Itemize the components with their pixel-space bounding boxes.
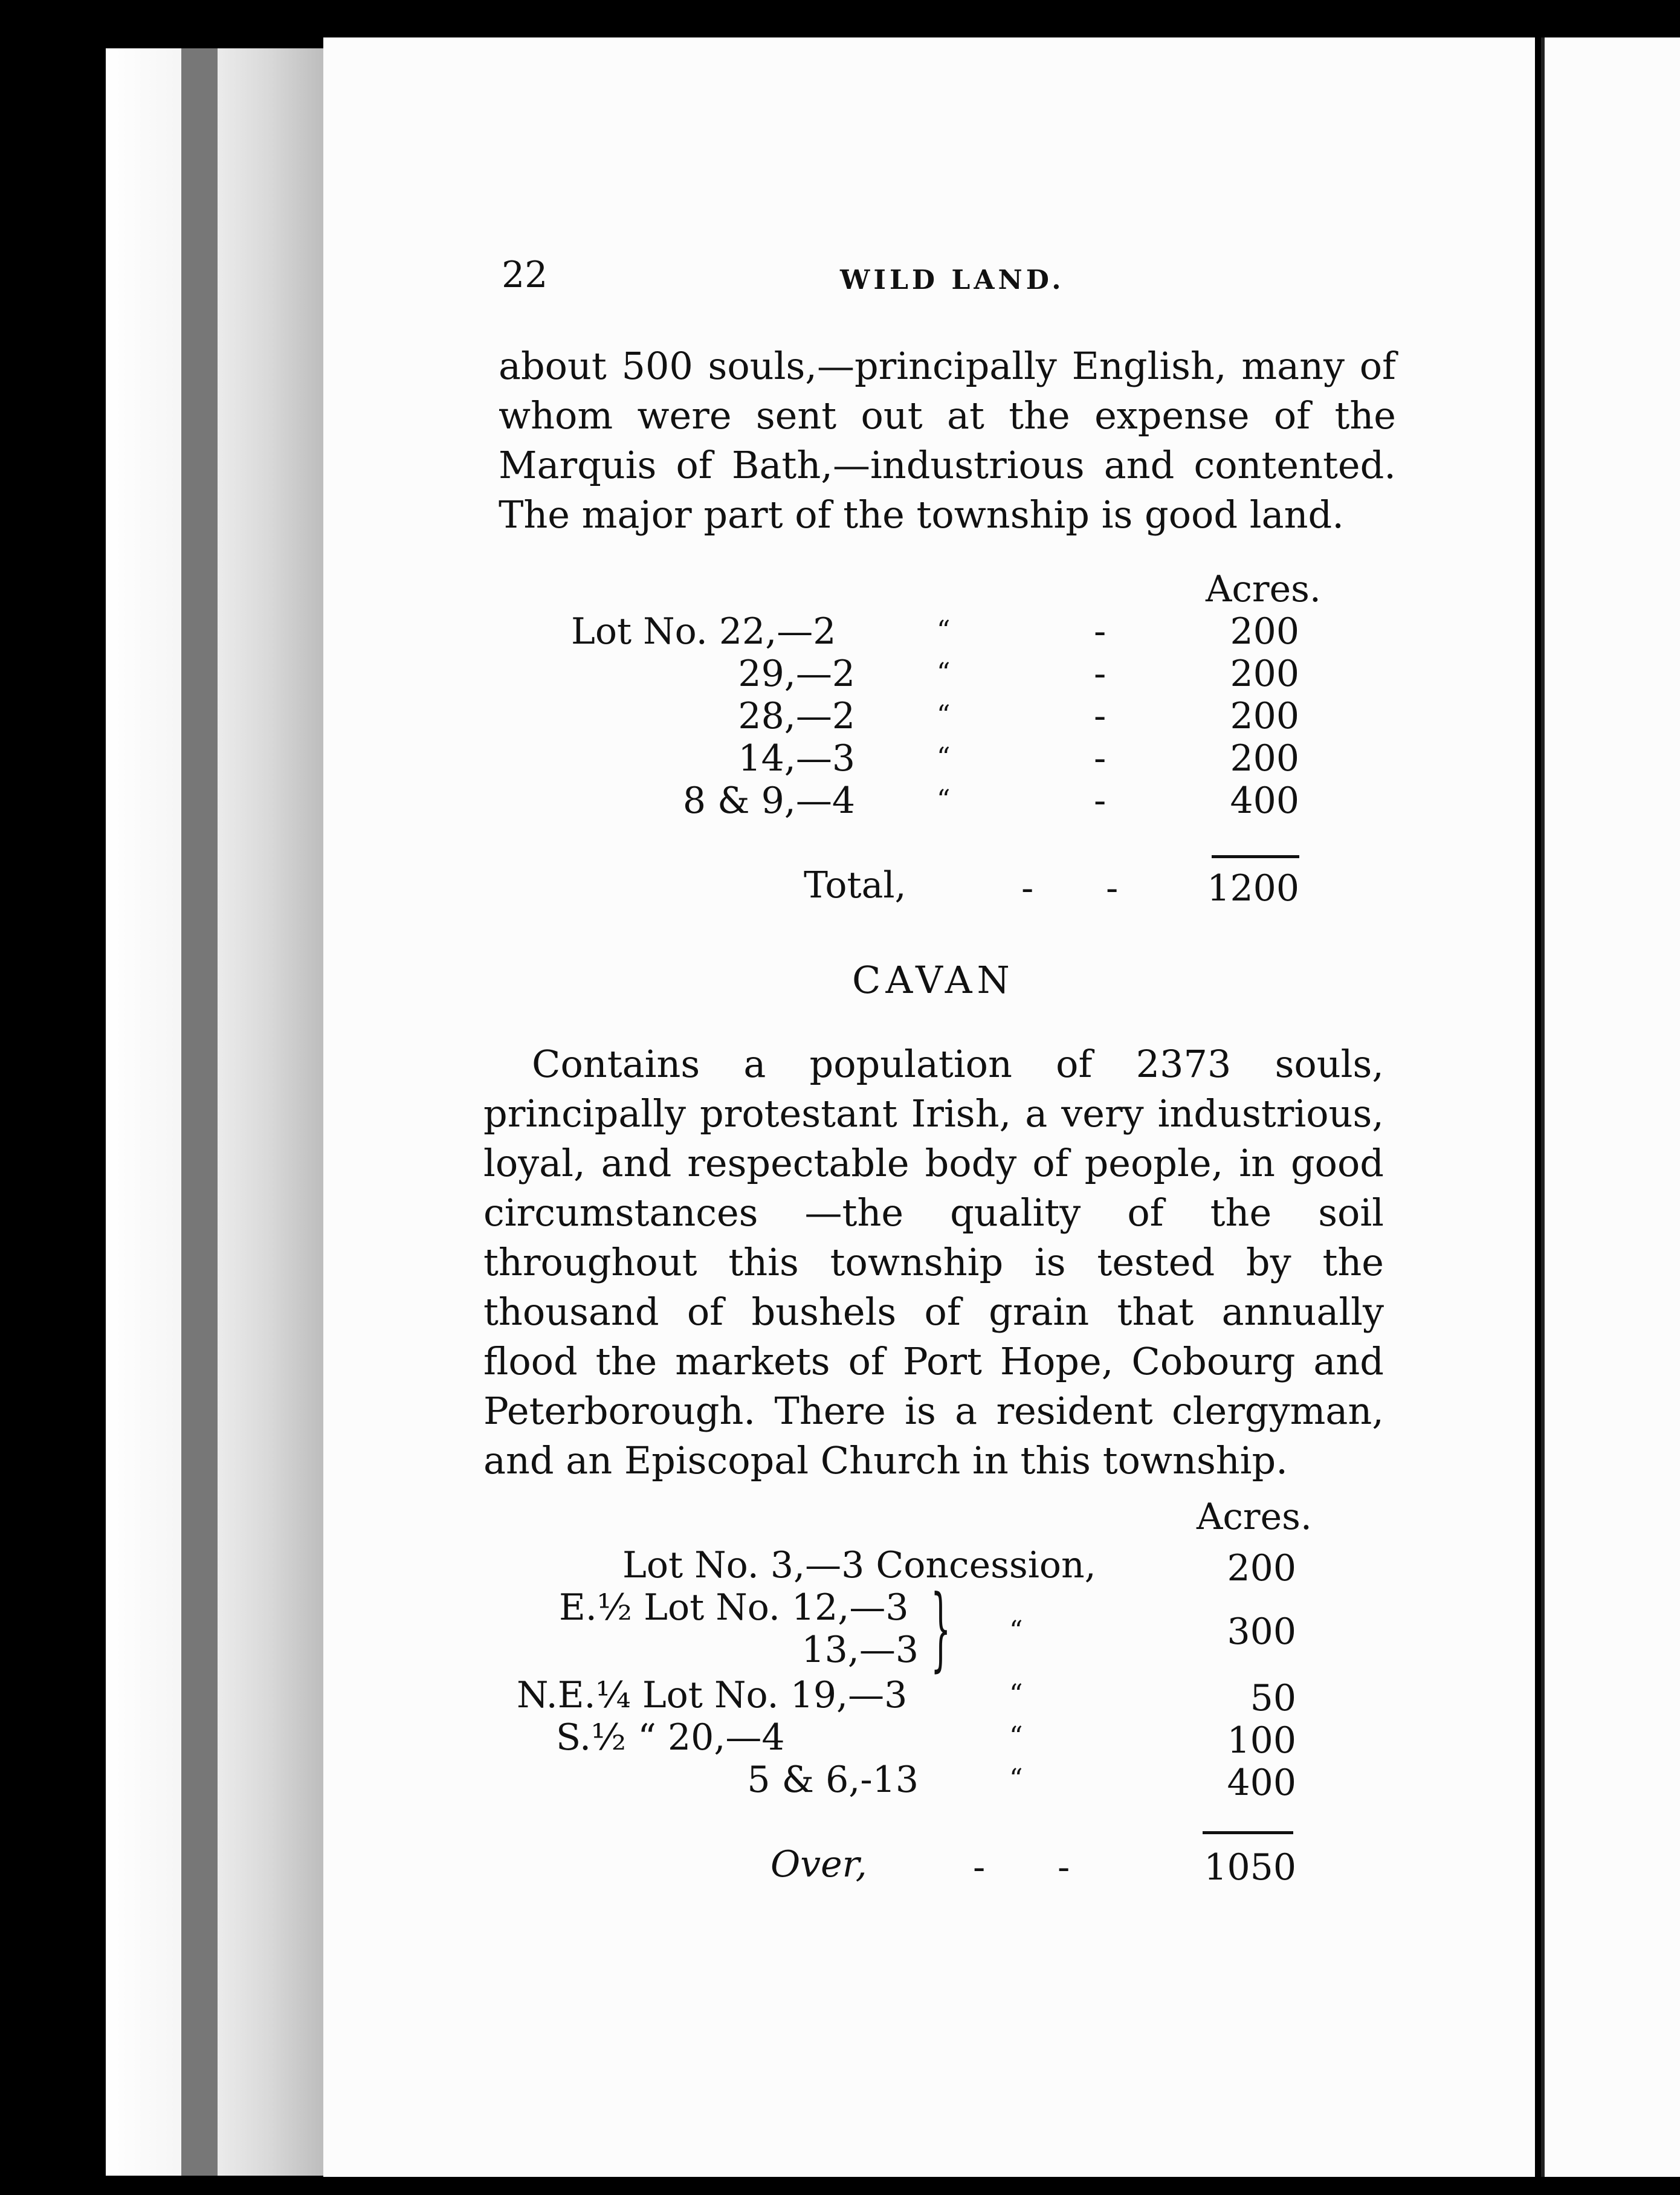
table2-row-acres: 100 [1227, 1719, 1296, 1762]
paragraph-intro: about 500 souls,—principally English, many of whom were sent out at the expense of the Marquis of Bath,—industrious and contented. The major part of the township is good land. [499, 344, 1396, 537]
table2-row-acres: 300 [1227, 1611, 1296, 1653]
table1-row-label: 28,—2 [738, 695, 855, 737]
table2-row-ditto: “ [1009, 1721, 1023, 1752]
table1-row-dash: - [1094, 780, 1107, 822]
table2-row-ditto: “ [1009, 1615, 1023, 1646]
table2-row-label: E.½ Lot No. 12,—3 [559, 1586, 909, 1629]
table2-row-label: 5 & 6,-13 [747, 1759, 919, 1801]
table2-row-acres: 50 [1250, 1677, 1296, 1719]
table1-row-ditto: “ [937, 784, 951, 815]
table1-total-label: Total, [804, 864, 906, 907]
paragraph-cavan: Contains a population of 2373 souls, principally protestant Irish, a very industrious, loyal, and respectable body of people, in good circumstances —the quality of the soil throughout this township is tested by the thousand of bushels of grain that annually flood the markets of Port Hope, Cobourg and Peterborough. There is a resident clergyman, and an Episcopal Church in this township. [483, 1042, 1384, 1482]
table1-row-ditto: “ [937, 658, 951, 688]
table2-row-label: N.E.¼ Lot No. 19,—3 [517, 1674, 908, 1716]
table1-row-dash: - [1094, 737, 1107, 780]
brace-icon: } [931, 1576, 951, 1681]
table1-row-acres: 200 [1230, 695, 1299, 737]
table1-row-label: 8 & 9,—4 [682, 780, 855, 822]
running-title: WILD LAND. [840, 265, 1065, 296]
table1-row-ditto: “ [937, 742, 951, 773]
table1-row-ditto: “ [937, 615, 951, 646]
table1-row-ditto: “ [937, 700, 951, 731]
table2-acres-header: Acres. [1197, 1496, 1312, 1538]
table1-row-label: 14,—3 [738, 737, 855, 780]
section-heading: CAVAN [852, 958, 1015, 1002]
table2-row-ditto: “ [1009, 1763, 1023, 1794]
table2-row-label: 13,—3 [801, 1629, 919, 1671]
page-header [502, 254, 1396, 302]
table1-row-dash: - [1094, 653, 1107, 695]
table2-over-value: 1050 [1204, 1846, 1296, 1889]
table2-over-rule [1203, 1831, 1293, 1834]
table1-row-acres: 200 [1230, 653, 1299, 695]
table1-acres-header: Acres. [1206, 568, 1321, 610]
page-number: 22 [502, 254, 548, 296]
table1-row-label: 29,—2 [738, 653, 855, 695]
table2-row-acres: 400 [1227, 1762, 1296, 1804]
table1-row-label: Lot No. 22,—2 [571, 610, 836, 653]
table1-row-dash: - [1094, 695, 1107, 737]
table1-total-value: 1200 [1207, 867, 1299, 910]
table1-row-acres: 200 [1230, 737, 1299, 780]
table1-total-dash: - [1021, 867, 1034, 910]
table2-over-label: Over, [771, 1843, 867, 1886]
table1-total-dash: - [1106, 867, 1119, 910]
table1-total-rule [1212, 855, 1299, 858]
table2-row-ditto: “ [1009, 1679, 1023, 1710]
table1-row-acres: 400 [1230, 780, 1299, 822]
binding-shadow [181, 48, 218, 2176]
table2-row-acres: 200 [1227, 1547, 1296, 1589]
table2-over-dash: - [1058, 1846, 1070, 1889]
facing-page-edge [1541, 37, 1680, 2177]
table2-row-label: S.½ “ 20,—4 [556, 1716, 785, 1759]
table2-row-label: Lot No. 3,—3 Concession, [622, 1544, 1096, 1586]
table2-over-dash: - [973, 1846, 986, 1889]
table1-row-dash: - [1094, 610, 1107, 653]
table1-row-acres: 200 [1230, 610, 1299, 653]
